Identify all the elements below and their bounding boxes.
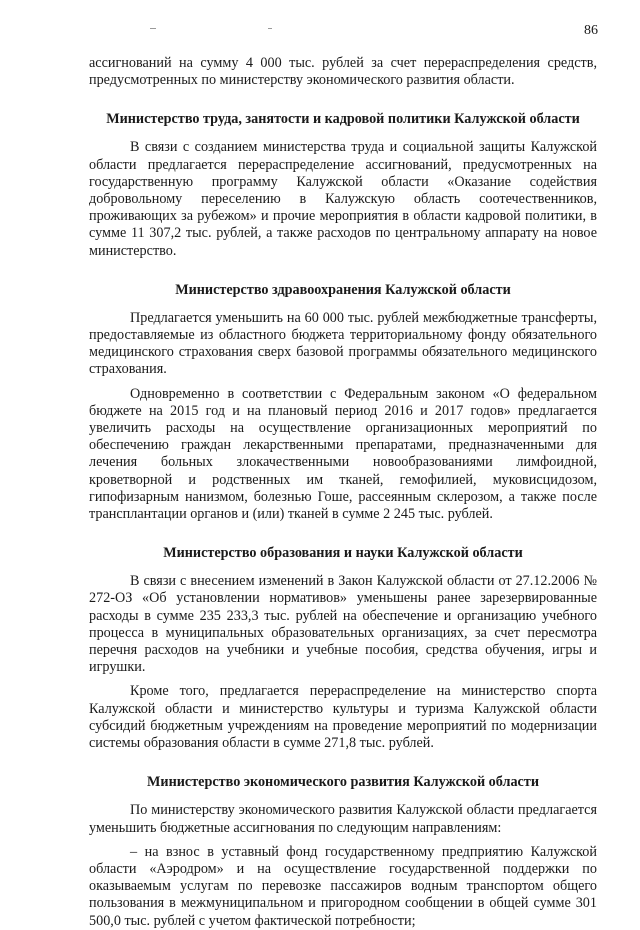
scan-mark — [268, 28, 272, 29]
paragraph: Одновременно в соответствии с Федеральным законом «О федеральном бюджете на 2015 год и на плановый период 2016 и 2017 годов» предлагается увеличить расходы на осуществление организационных мероприятий по обеспечению граждан лекарственными препаратами, предназначенными для лечения больных злокачественными новообразованиями лимфоидной, кроветворной и родственных им тканей, гемофилией, муковисцидозом, гипофизарным нанизмом, болезнью Гоше, рассеянным склерозом, а также после трансплантации органов и (или) тканей в сумме 2 245 тыс. рублей. — [89, 385, 597, 523]
page-number: 86 — [584, 23, 598, 38]
paragraph: По министерству экономического развития Калужской области предлагается уменьшить бюджетные ассигнования по следующим направлениям: — [89, 802, 597, 836]
document-body — [89, 55, 597, 930]
paragraph: ассигнований на сумму 4 000 тыс. рублей за счет перераспределения средств, предусмотренных по министерству экономического развития области. — [89, 55, 597, 89]
paragraph: В связи с созданием министерства труда и социальной защиты Калужской области предлагается перераспределение ассигнований, предусмотренных на государственную программу Калужской области «Оказание содействия добровольному переселению в Калужскую область соотечественников, проживающих за рубежом» и прочие мероприятия в области кадровой политики, в сумме 11 307,2 тыс. рублей, а также расходов по центральному аппарату на новое министерство. — [89, 139, 597, 259]
section-heading: Министерство экономического развития Калужской области — [147, 774, 539, 791]
scan-mark — [150, 28, 156, 29]
paragraph: Кроме того, предлагается перераспределение на министерство спорта Калужской области и министерство культуры и туризма Калужской области субсидий бюджетным учреждениям на проведение мероприятий по модернизации системы образования области в сумме 271,8 тыс. рублей. — [89, 683, 597, 752]
section-heading: Министерство здравоохранения Калужской области — [175, 281, 511, 298]
paragraph: В связи с внесением изменений в Закон Калужской области от 27.12.2006 № 272-ОЗ «Об установлении нормативов» уменьшены ранее зарезервированные расходы в сумме 235 233,3 тыс. рублей на обеспечение и организацию учебного процесса в муниципальных образовательных организациях, за счет пересмотра перечня расходов на учебники и учебные пособия, средства обучения, игры и игрушки. — [89, 573, 597, 676]
list-item: – на взнос в уставный фонд государственному предприятию Калужской области «Аэродром» и на осуществление государственной поддержки по оказываемым услугам по перевозке пассажиров водным транспортом общего пользования в межмуниципальном и пригородном сообщении в общей сумме 301 500,0 тыс. рублей с учетом фактической потребности; — [89, 843, 597, 929]
section-heading: Министерство образования и науки Калужской области — [163, 545, 523, 562]
paragraph: Предлагается уменьшить на 60 000 тыс. рублей межбюджетные трансферты, предоставляемые из областного бюджета территориальному фонду обязательного медицинского страхования сверх базовой программы обязательного медицинского страхования. — [89, 309, 597, 378]
section-heading: Министерство труда, занятости и кадровой политики Калужской области — [106, 111, 580, 128]
